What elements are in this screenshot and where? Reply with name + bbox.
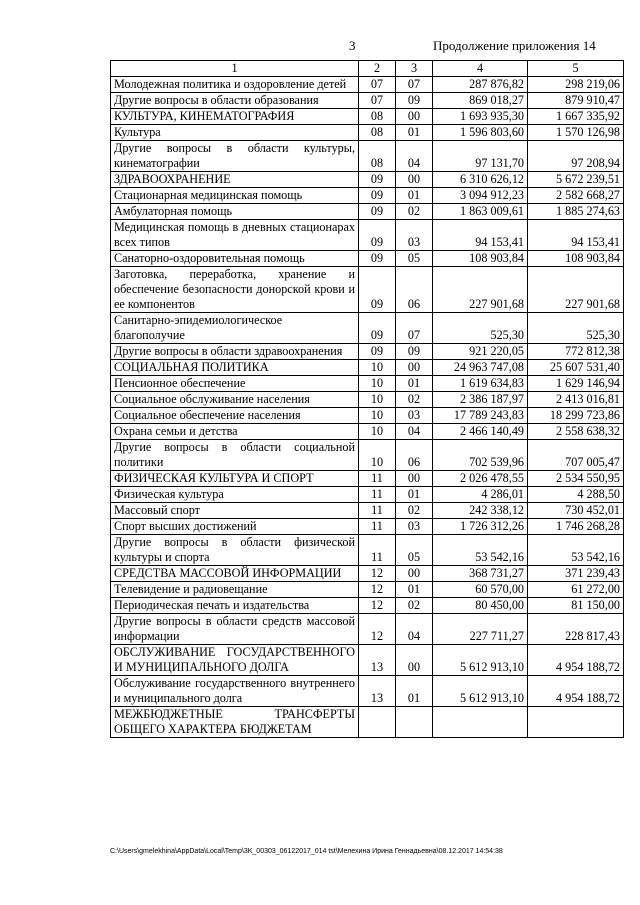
subsection-code-cell: 03 [396, 519, 433, 535]
row-name-cell: Медицинская помощь в дневных стационарах всех типов [111, 220, 359, 251]
section-code-cell: 13 [359, 645, 396, 676]
row-name-cell: Другие вопросы в области социальной политики [111, 440, 359, 471]
row-name-cell: Охрана семьи и детства [111, 424, 359, 440]
row-name-cell: Периодическая печать и издательства [111, 598, 359, 614]
section-code-cell: 11 [359, 519, 396, 535]
amount-year2-cell: 879 910,47 [528, 93, 624, 109]
amount-year1-cell: 5 612 913,10 [433, 676, 528, 707]
subsection-code-cell: 01 [396, 582, 433, 598]
amount-year2-cell [528, 707, 624, 738]
amount-year2-cell: 707 005,47 [528, 440, 624, 471]
amount-year2-cell: 1 667 335,92 [528, 109, 624, 125]
table-row [111, 204, 624, 220]
amount-year1-cell: 60 570,00 [433, 582, 528, 598]
amount-year1-cell [433, 707, 528, 738]
amount-year2-cell: 2 582 668,27 [528, 188, 624, 204]
table-row [111, 645, 624, 676]
subsection-code-cell: 05 [396, 251, 433, 267]
amount-year1-cell: 921 220,05 [433, 344, 528, 360]
table-row [111, 408, 624, 424]
table-row [111, 614, 624, 645]
row-name-cell: Молодежная политика и оздоровление детей [111, 77, 359, 93]
subsection-code-cell: 01 [396, 376, 433, 392]
row-name-cell: СОЦИАЛЬНАЯ ПОЛИТИКА [111, 360, 359, 376]
amount-year2-cell: 5 672 239,51 [528, 172, 624, 188]
table-row [111, 598, 624, 614]
amount-year1-cell: 2 466 140,49 [433, 424, 528, 440]
section-code-cell: 12 [359, 614, 396, 645]
section-code-cell: 12 [359, 598, 396, 614]
table-row [111, 77, 624, 93]
section-code-cell: 08 [359, 125, 396, 141]
table-row [111, 519, 624, 535]
subsection-code-cell: 02 [396, 503, 433, 519]
column-header: 4 [433, 61, 528, 77]
subsection-code-cell: 01 [396, 676, 433, 707]
subsection-code-cell: 03 [396, 220, 433, 251]
amount-year1-cell: 53 542,16 [433, 535, 528, 566]
section-code-cell: 08 [359, 141, 396, 172]
column-header: 3 [396, 61, 433, 77]
amount-year2-cell: 2 534 550,95 [528, 471, 624, 487]
amount-year2-cell: 81 150,00 [528, 598, 624, 614]
subsection-code-cell: 00 [396, 172, 433, 188]
amount-year1-cell: 4 286,01 [433, 487, 528, 503]
amount-year1-cell: 6 310 626,12 [433, 172, 528, 188]
amount-year2-cell: 1 746 268,28 [528, 519, 624, 535]
appendix-continuation-label: Продолжение приложения 14 [433, 38, 596, 53]
subsection-code-cell: 06 [396, 267, 433, 313]
amount-year1-cell: 80 450,00 [433, 598, 528, 614]
amount-year2-cell: 108 903,84 [528, 251, 624, 267]
table-row [111, 424, 624, 440]
row-name-cell: Другие вопросы в области физической культуры и спорта [111, 535, 359, 566]
amount-year1-cell: 2 386 187,97 [433, 392, 528, 408]
section-code-cell: 09 [359, 188, 396, 204]
amount-year1-cell: 1 619 634,83 [433, 376, 528, 392]
section-code-cell: 07 [359, 93, 396, 109]
table-row [111, 676, 624, 707]
row-name-cell: Пенсионное обеспечение [111, 376, 359, 392]
amount-year1-cell: 1 596 803,60 [433, 125, 528, 141]
table-row [111, 707, 624, 738]
amount-year2-cell: 298 219,06 [528, 77, 624, 93]
table-row [111, 535, 624, 566]
subsection-code-cell: 04 [396, 614, 433, 645]
row-name-cell: Другие вопросы в области здравоохранения [111, 344, 359, 360]
subsection-code-cell: 05 [396, 535, 433, 566]
table-row [111, 582, 624, 598]
section-code-cell: 13 [359, 676, 396, 707]
table-row [111, 360, 624, 376]
section-code-cell: 09 [359, 267, 396, 313]
amount-year1-cell: 227 711,27 [433, 614, 528, 645]
table-row [111, 392, 624, 408]
amount-year1-cell: 227 901,68 [433, 267, 528, 313]
row-name-cell: Санаторно-оздоровительная помощь [111, 251, 359, 267]
section-code-cell: 09 [359, 251, 396, 267]
file-path-footer: C:\Users\gmelekhina\AppData\Local\Temp\3K_00303_06122017_014 tst\Мелехина Ирина Геннадьевна\08.12.2017 14:54:38 [110, 848, 503, 855]
row-name-cell: Культура [111, 125, 359, 141]
budget-table [110, 60, 624, 738]
row-name-cell: Обслуживание государственного внутреннего и муниципального долга [111, 676, 359, 707]
table-row [111, 125, 624, 141]
row-name-cell: Амбулаторная помощь [111, 204, 359, 220]
row-name-cell: Другие вопросы в области средств массовой информации [111, 614, 359, 645]
subsection-code-cell: 03 [396, 408, 433, 424]
amount-year1-cell: 1 863 009,61 [433, 204, 528, 220]
table-row [111, 566, 624, 582]
amount-year1-cell: 869 018,27 [433, 93, 528, 109]
row-name-cell: ФИЗИЧЕСКАЯ КУЛЬТУРА И СПОРТ [111, 471, 359, 487]
amount-year1-cell: 2 026 478,55 [433, 471, 528, 487]
amount-year1-cell: 702 539,96 [433, 440, 528, 471]
amount-year2-cell: 772 812,38 [528, 344, 624, 360]
section-code-cell: 10 [359, 360, 396, 376]
table-row [111, 471, 624, 487]
section-code-cell: 11 [359, 471, 396, 487]
amount-year1-cell: 1 726 312,26 [433, 519, 528, 535]
section-code-cell: 09 [359, 220, 396, 251]
row-name-cell: Другие вопросы в области образования [111, 93, 359, 109]
row-name-cell: ОБСЛУЖИВАНИЕ ГОСУДАРСТВЕННОГО И МУНИЦИПАЛЬНОГО ДОЛГА [111, 645, 359, 676]
section-code-cell [359, 707, 396, 738]
amount-year2-cell: 228 817,43 [528, 614, 624, 645]
amount-year2-cell: 227 901,68 [528, 267, 624, 313]
subsection-code-cell: 00 [396, 471, 433, 487]
amount-year1-cell: 24 963 747,08 [433, 360, 528, 376]
subsection-code-cell: 01 [396, 125, 433, 141]
table-row [111, 220, 624, 251]
amount-year2-cell: 94 153,41 [528, 220, 624, 251]
table-row [111, 109, 624, 125]
subsection-code-cell: 07 [396, 77, 433, 93]
table-row [111, 313, 624, 344]
amount-year2-cell: 1 570 126,98 [528, 125, 624, 141]
row-name-cell: МЕЖБЮДЖЕТНЫЕ ТРАНСФЕРТЫ ОБЩЕГО ХАРАКТЕРА БЮДЖЕТАМ [111, 707, 359, 738]
row-name-cell: КУЛЬТУРА, КИНЕМАТОГРАФИЯ [111, 109, 359, 125]
amount-year2-cell: 18 299 723,86 [528, 408, 624, 424]
table-row [111, 440, 624, 471]
subsection-code-cell: 02 [396, 204, 433, 220]
amount-year2-cell: 2 558 638,32 [528, 424, 624, 440]
row-name-cell: Социальное обеспечение населения [111, 408, 359, 424]
section-code-cell: 10 [359, 408, 396, 424]
amount-year2-cell: 4 954 188,72 [528, 645, 624, 676]
subsection-code-cell: 02 [396, 392, 433, 408]
section-code-cell: 09 [359, 313, 396, 344]
section-code-cell: 11 [359, 487, 396, 503]
row-name-cell: Спорт высших достижений [111, 519, 359, 535]
page-number: 3 [349, 38, 356, 53]
row-name-cell: Заготовка, переработка, хранение и обеспечение безопасности донорской крови и ее компонентов [111, 267, 359, 313]
subsection-code-cell: 00 [396, 645, 433, 676]
row-name-cell: Массовый спорт [111, 503, 359, 519]
amount-year1-cell: 525,30 [433, 313, 528, 344]
subsection-code-cell: 01 [396, 188, 433, 204]
section-code-cell: 09 [359, 344, 396, 360]
amount-year1-cell: 5 612 913,10 [433, 645, 528, 676]
amount-year1-cell: 242 338,12 [433, 503, 528, 519]
subsection-code-cell: 06 [396, 440, 433, 471]
column-header: 5 [528, 61, 624, 77]
amount-year2-cell: 2 413 016,81 [528, 392, 624, 408]
subsection-code-cell [396, 707, 433, 738]
section-code-cell: 12 [359, 566, 396, 582]
row-name-cell: Социальное обслуживание населения [111, 392, 359, 408]
subsection-code-cell: 00 [396, 566, 433, 582]
column-number-row [111, 61, 624, 77]
column-header: 2 [359, 61, 396, 77]
section-code-cell: 09 [359, 204, 396, 220]
table-header [111, 61, 624, 77]
amount-year2-cell: 4 954 188,72 [528, 676, 624, 707]
subsection-code-cell: 07 [396, 313, 433, 344]
section-code-cell: 08 [359, 109, 396, 125]
table-row [111, 188, 624, 204]
amount-year2-cell: 1 885 274,63 [528, 204, 624, 220]
amount-year2-cell: 1 629 146,94 [528, 376, 624, 392]
row-name-cell: СРЕДСТВА МАССОВОЙ ИНФОРМАЦИИ [111, 566, 359, 582]
section-code-cell: 10 [359, 376, 396, 392]
amount-year1-cell: 17 789 243,83 [433, 408, 528, 424]
section-code-cell: 07 [359, 77, 396, 93]
row-name-cell: Санитарно-эпидемиологическое благополучие [111, 313, 359, 344]
amount-year2-cell: 61 272,00 [528, 582, 624, 598]
section-code-cell: 09 [359, 172, 396, 188]
amount-year1-cell: 3 094 912,23 [433, 188, 528, 204]
amount-year1-cell: 94 153,41 [433, 220, 528, 251]
amount-year2-cell: 371 239,43 [528, 566, 624, 582]
amount-year1-cell: 287 876,82 [433, 77, 528, 93]
amount-year1-cell: 108 903,84 [433, 251, 528, 267]
row-name-cell: Физическая культура [111, 487, 359, 503]
row-name-cell: ЗДРАВООХРАНЕНИЕ [111, 172, 359, 188]
subsection-code-cell: 09 [396, 93, 433, 109]
amount-year2-cell: 53 542,16 [528, 535, 624, 566]
row-name-cell: Другие вопросы в области культуры, кинематографии [111, 141, 359, 172]
table-row [111, 141, 624, 172]
table-row [111, 93, 624, 109]
subsection-code-cell: 00 [396, 109, 433, 125]
amount-year1-cell: 368 731,27 [433, 566, 528, 582]
table-row [111, 344, 624, 360]
amount-year2-cell: 525,30 [528, 313, 624, 344]
subsection-code-cell: 01 [396, 487, 433, 503]
table-row [111, 267, 624, 313]
table-row [111, 251, 624, 267]
section-code-cell: 12 [359, 582, 396, 598]
subsection-code-cell: 09 [396, 344, 433, 360]
subsection-code-cell: 00 [396, 360, 433, 376]
subsection-code-cell: 04 [396, 141, 433, 172]
row-name-cell: Телевидение и радиовещание [111, 582, 359, 598]
section-code-cell: 10 [359, 392, 396, 408]
amount-year1-cell: 97 131,70 [433, 141, 528, 172]
table-row [111, 487, 624, 503]
amount-year2-cell: 730 452,01 [528, 503, 624, 519]
amount-year2-cell: 25 607 531,40 [528, 360, 624, 376]
column-header: 1 [111, 61, 359, 77]
section-code-cell: 11 [359, 503, 396, 519]
table-body [111, 77, 624, 738]
amount-year2-cell: 4 288,50 [528, 487, 624, 503]
table-row [111, 376, 624, 392]
section-code-cell: 10 [359, 440, 396, 471]
section-code-cell: 11 [359, 535, 396, 566]
subsection-code-cell: 02 [396, 598, 433, 614]
amount-year1-cell: 1 693 935,30 [433, 109, 528, 125]
subsection-code-cell: 04 [396, 424, 433, 440]
table-row [111, 503, 624, 519]
row-name-cell: Стационарная медицинская помощь [111, 188, 359, 204]
table-row [111, 172, 624, 188]
section-code-cell: 10 [359, 424, 396, 440]
amount-year2-cell: 97 208,94 [528, 141, 624, 172]
